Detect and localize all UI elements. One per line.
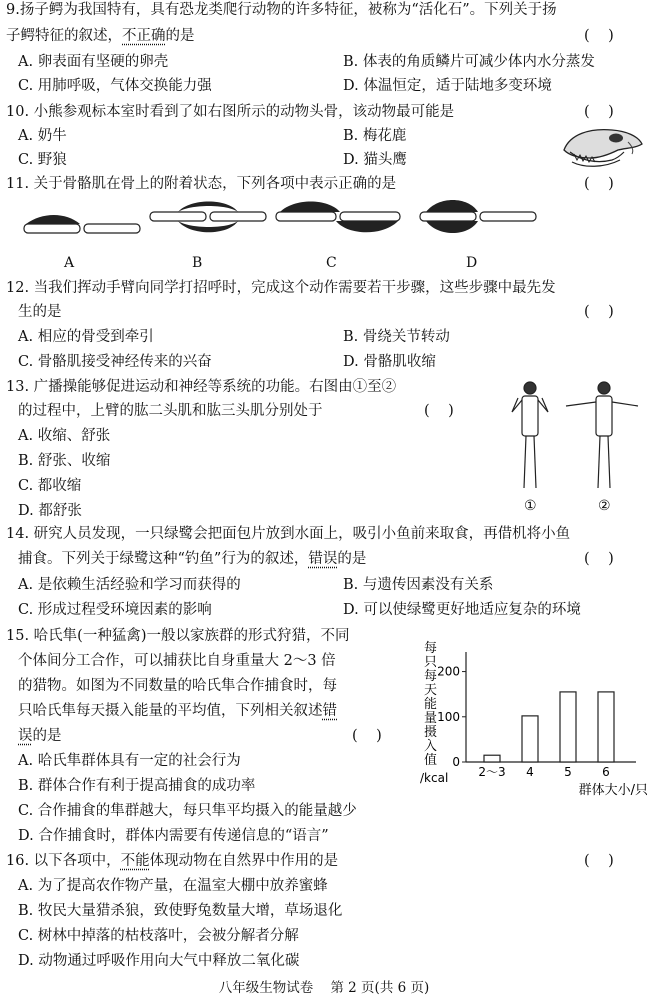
exercise-figures bbox=[492, 376, 640, 496]
q10-option-c: C. 野狼 bbox=[18, 152, 67, 168]
figure-2 bbox=[566, 382, 638, 488]
q14-option-a: A. 是依赖生活经验和学习而获得的 bbox=[18, 577, 241, 593]
diagram-b bbox=[150, 202, 266, 233]
diagram-a bbox=[24, 215, 140, 233]
q12-option-c: C. 骨骼肌接受神经传来的兴奋 bbox=[18, 354, 212, 370]
muscle-attachment-diagrams bbox=[22, 200, 542, 246]
q15-option-a: A. 哈氏隼群体具有一定的社会行为 bbox=[18, 753, 241, 769]
q13-answer-blank: ( ) bbox=[424, 403, 454, 419]
q10-option-d: D. 猫头鹰 bbox=[343, 152, 407, 168]
y-axis-label-char: 每 bbox=[424, 669, 438, 684]
q9-stem-line1: 9.扬子鳄为我国特有，具有恐龙类爬行动物的许多特征，被称为“活化石”。下列关于扬 bbox=[6, 2, 557, 18]
y-axis-label-char: 只 bbox=[424, 655, 438, 670]
x-axis-label: 群体大小/只 bbox=[578, 783, 648, 798]
energy-intake-bar-chart bbox=[418, 640, 648, 800]
figure-1 bbox=[512, 382, 548, 488]
q13-option-c: C. 都收缩 bbox=[18, 478, 82, 494]
figure-label-2: ② bbox=[598, 498, 611, 514]
q12-option-b: B. 骨绕关节转动 bbox=[343, 329, 450, 345]
q13-option-a: A. 收缩、舒张 bbox=[18, 428, 111, 444]
q16-emphasis: 不能 bbox=[120, 853, 150, 869]
y-axis-label-char: 每 bbox=[424, 641, 438, 656]
q15-option-b: B. 群体合作有利于提高捕食的成功率 bbox=[18, 778, 256, 794]
q15-stem-line3: 的猎物。如图为不同数量的哈氏隼合作捕食时，每 bbox=[18, 678, 337, 694]
y-axis-label-char: 值 bbox=[424, 753, 438, 768]
figure-label-1: ① bbox=[524, 498, 537, 514]
q16-option-d: D. 动物通过呼吸作用向大气中释放二氧化碳 bbox=[18, 953, 300, 969]
page-footer: 八年级生物试卷 第 2 页(共 6 页) bbox=[218, 980, 430, 996]
q16-option-a: A. 为了提高农作物产量，在温室大棚中放养蜜蜂 bbox=[18, 878, 328, 894]
q14-option-b: B. 与遗传因素没有关系 bbox=[343, 577, 494, 593]
x-tick-label: 6 bbox=[602, 765, 610, 779]
q13-stem-line1: 13. 广播操能够促进运动和神经等系统的功能。右图由①至② bbox=[6, 379, 397, 395]
q13-option-d: D. 都舒张 bbox=[18, 503, 82, 519]
x-tick-label: 4 bbox=[526, 765, 534, 779]
q14-option-d: D. 可以使绿鹭更好地适应复杂的环境 bbox=[343, 602, 581, 618]
diagram-d bbox=[420, 200, 536, 233]
q10-option-b: B. 梅花鹿 bbox=[343, 128, 407, 144]
q14-answer-blank: ( ) bbox=[584, 551, 614, 567]
q11-label-d: D bbox=[466, 255, 478, 271]
y-axis-unit: /kcal bbox=[420, 771, 449, 785]
q15-stem-line1: 15. 哈氏隼(一种猛禽)一般以家族群的形式狩猎，不同 bbox=[6, 628, 350, 644]
q12-option-a: A. 相应的骨受到牵引 bbox=[18, 329, 154, 345]
q9-emphasis: 不正确 bbox=[122, 28, 166, 44]
q12-answer-blank: ( ) bbox=[584, 304, 614, 320]
q14-emphasis: 错误 bbox=[308, 551, 338, 567]
q11-answer-blank: ( ) bbox=[584, 176, 614, 192]
q14-stem-line1: 14. 研究人员发现，一只绿鹭会把面包片放到水面上，吸引小鱼前来取食，再借机将小鱼 bbox=[6, 526, 571, 542]
q9-option-b: B. 体表的角质鳞片可减少体内水分蒸发 bbox=[343, 54, 595, 70]
bar bbox=[598, 692, 614, 762]
q15-answer-blank: ( ) bbox=[352, 728, 382, 744]
q15-option-d: D. 合作捕食时，群体内需要有传递信息的“语言” bbox=[18, 828, 329, 844]
q10-answer-blank: ( ) bbox=[584, 104, 614, 120]
x-tick-label: 5 bbox=[564, 765, 572, 779]
q11-label-c: C bbox=[326, 255, 337, 271]
q16-answer-blank: ( ) bbox=[584, 853, 614, 869]
y-axis-label-char: 入 bbox=[424, 739, 438, 754]
q15-stem-line4: 只哈氏隼每天摄入能量的平均值，下列相关叙述错 bbox=[18, 703, 337, 719]
y-axis-label-char: 量 bbox=[424, 711, 438, 726]
q9-option-c: C. 用肺呼吸，气体交换能力强 bbox=[18, 78, 212, 94]
q14-option-c: C. 形成过程受环境因素的影响 bbox=[18, 602, 212, 618]
y-tick-label: 200 bbox=[437, 664, 460, 679]
q9-option-d: D. 体温恒定，适于陆地多变环境 bbox=[343, 78, 552, 94]
q9-option-a: A. 卵表面有坚硬的卵壳 bbox=[18, 54, 169, 70]
q15-emphasis-2: 误 bbox=[18, 728, 33, 744]
q16-option-c: C. 树林中掉落的枯枝落叶，会被分解者分解 bbox=[18, 928, 299, 944]
q10-stem: 10. 小熊参观标本室时看到了如右图所示的动物头骨，该动物最可能是 bbox=[6, 104, 455, 120]
y-axis-label-char: 能 bbox=[424, 697, 438, 712]
bar bbox=[522, 716, 538, 762]
q15-stem-line5: 误的是 bbox=[18, 728, 62, 744]
x-tick-label: 2～3 bbox=[478, 765, 506, 779]
q11-stem: 11. 关于骨骼肌在骨上的附着状态，下列各项中表示正确的是 bbox=[6, 176, 397, 192]
wolf-skull-image bbox=[560, 124, 644, 170]
bar bbox=[484, 755, 500, 762]
y-tick-label: 0 bbox=[452, 755, 460, 769]
q14-stem-line2: 捕食。下列关于绿鹭这种“钓鱼”行为的叙述，错误的是 bbox=[18, 551, 367, 567]
q12-option-d: D. 骨骼肌收缩 bbox=[343, 354, 436, 370]
q11-label-a: A bbox=[64, 255, 75, 271]
q13-option-b: B. 舒张、收缩 bbox=[18, 453, 111, 469]
bar bbox=[560, 692, 576, 762]
q10-option-a: A. 奶牛 bbox=[18, 128, 67, 144]
q15-option-c: C. 合作捕食的隼群越大，每只隼平均摄入的能量越少 bbox=[18, 803, 357, 819]
q11-label-b: B bbox=[192, 255, 203, 271]
y-tick-label: 100 bbox=[437, 709, 460, 724]
diagram-c bbox=[276, 202, 400, 233]
q15-stem-line2: 个体间分工合作，可以捕获比自身重量大 2～3 倍 bbox=[18, 653, 336, 669]
y-axis-label-char: 摄 bbox=[424, 725, 438, 740]
q16-stem: 16. 以下各项中，不能体现动物在自然界中作用的是 bbox=[6, 853, 339, 869]
q12-stem-line1: 12. 当我们挥动手臂向同学打招呼时，完成这个动作需要若干步骤，这些步骤中最先发 bbox=[6, 280, 556, 296]
q12-stem-line2: 生的是 bbox=[18, 304, 62, 320]
y-axis-label-char: 天 bbox=[424, 683, 438, 698]
q16-option-b: B. 牧民大量猎杀狼，致使野兔数量大增，草场退化 bbox=[18, 903, 343, 919]
q15-emphasis-1: 错 bbox=[322, 703, 337, 719]
q9-stem-line2: 子鳄特征的叙述，不正确的是 bbox=[6, 28, 195, 44]
q13-stem-line2: 的过程中，上臂的肱二头肌和肱三头肌分别处于 bbox=[18, 403, 323, 419]
q9-answer-blank: ( ) bbox=[584, 28, 614, 44]
